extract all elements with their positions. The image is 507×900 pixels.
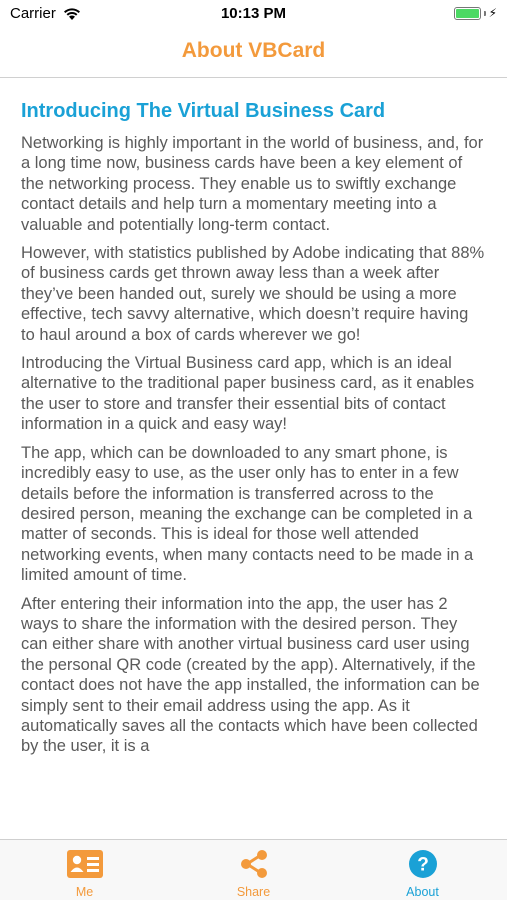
page-title: About VBCard bbox=[181, 39, 326, 62]
battery-tip bbox=[484, 11, 486, 16]
content-heading: Introducing The Virtual Business Card bbox=[21, 100, 386, 122]
carrier-label: Carrier bbox=[10, 5, 56, 22]
battery-icon bbox=[454, 7, 481, 20]
paragraph: However, with statistics published by Adobe indicating that 88% of business cards get thrown away less than a week after they’ve been handed out, surely we should be using a more effective, tech savvy alternative, which doesn’t require having to haul around a box of cards wherever we go! bbox=[21, 244, 485, 344]
paragraph: The app, which can be downloaded to any smart phone, is incredibly easy to use, as the user only has to enter in a few details before the information is transferred across to the desired person, meaning the exchange can be completed in a matter of seconds. This is ideal for those well attended networking events, when many contacts need to be made in a limited amount of time. bbox=[21, 443, 474, 585]
svg-text:?: ? bbox=[416, 854, 429, 876]
battery-level-fill bbox=[456, 9, 479, 18]
tab-label: About bbox=[406, 885, 439, 899]
tab-bar bbox=[0, 839, 507, 900]
status-bar bbox=[0, 0, 507, 28]
help-circle-icon bbox=[405, 848, 441, 880]
share-icon bbox=[236, 848, 272, 880]
tab-label: Share bbox=[236, 885, 271, 899]
contact-card-icon bbox=[67, 848, 103, 880]
battery-indicator bbox=[454, 6, 497, 20]
clock: 10:13 PM bbox=[220, 5, 287, 22]
about-content[interactable] bbox=[0, 79, 507, 839]
paragraph: Introducing the Virtual Business card app, which is an ideal alternative to the traditional paper business card, as it enables the user to store and transfer their essential bits of contact information in a quick and easy way! bbox=[21, 354, 475, 434]
charging-bolt-icon: ⚡ bbox=[488, 6, 497, 20]
tab-about[interactable] bbox=[338, 840, 507, 900]
paragraph: After entering their information into the app, the user has 2 ways to share the information with the desired person. They can either share with another virtual business card user using the personal QR code (created by the app). Alternatively, if the contact does not have the app installed, the information can be simply sent to their email address using the app. As it automatically saves all the contacts which have been collected by the user, it is a bbox=[21, 594, 480, 756]
tab-label: Me bbox=[75, 885, 94, 899]
tab-me[interactable] bbox=[0, 840, 169, 900]
paragraph: Networking is highly important in the world of business, and, for a long time now, business cards have been a key element of the networking process. They enable us to swiftly exchange contact details and help turn a momentary meeting into a valuable and potentially long-term contact. bbox=[21, 134, 484, 234]
navigation-bar bbox=[0, 28, 507, 78]
tab-share[interactable] bbox=[169, 840, 338, 900]
